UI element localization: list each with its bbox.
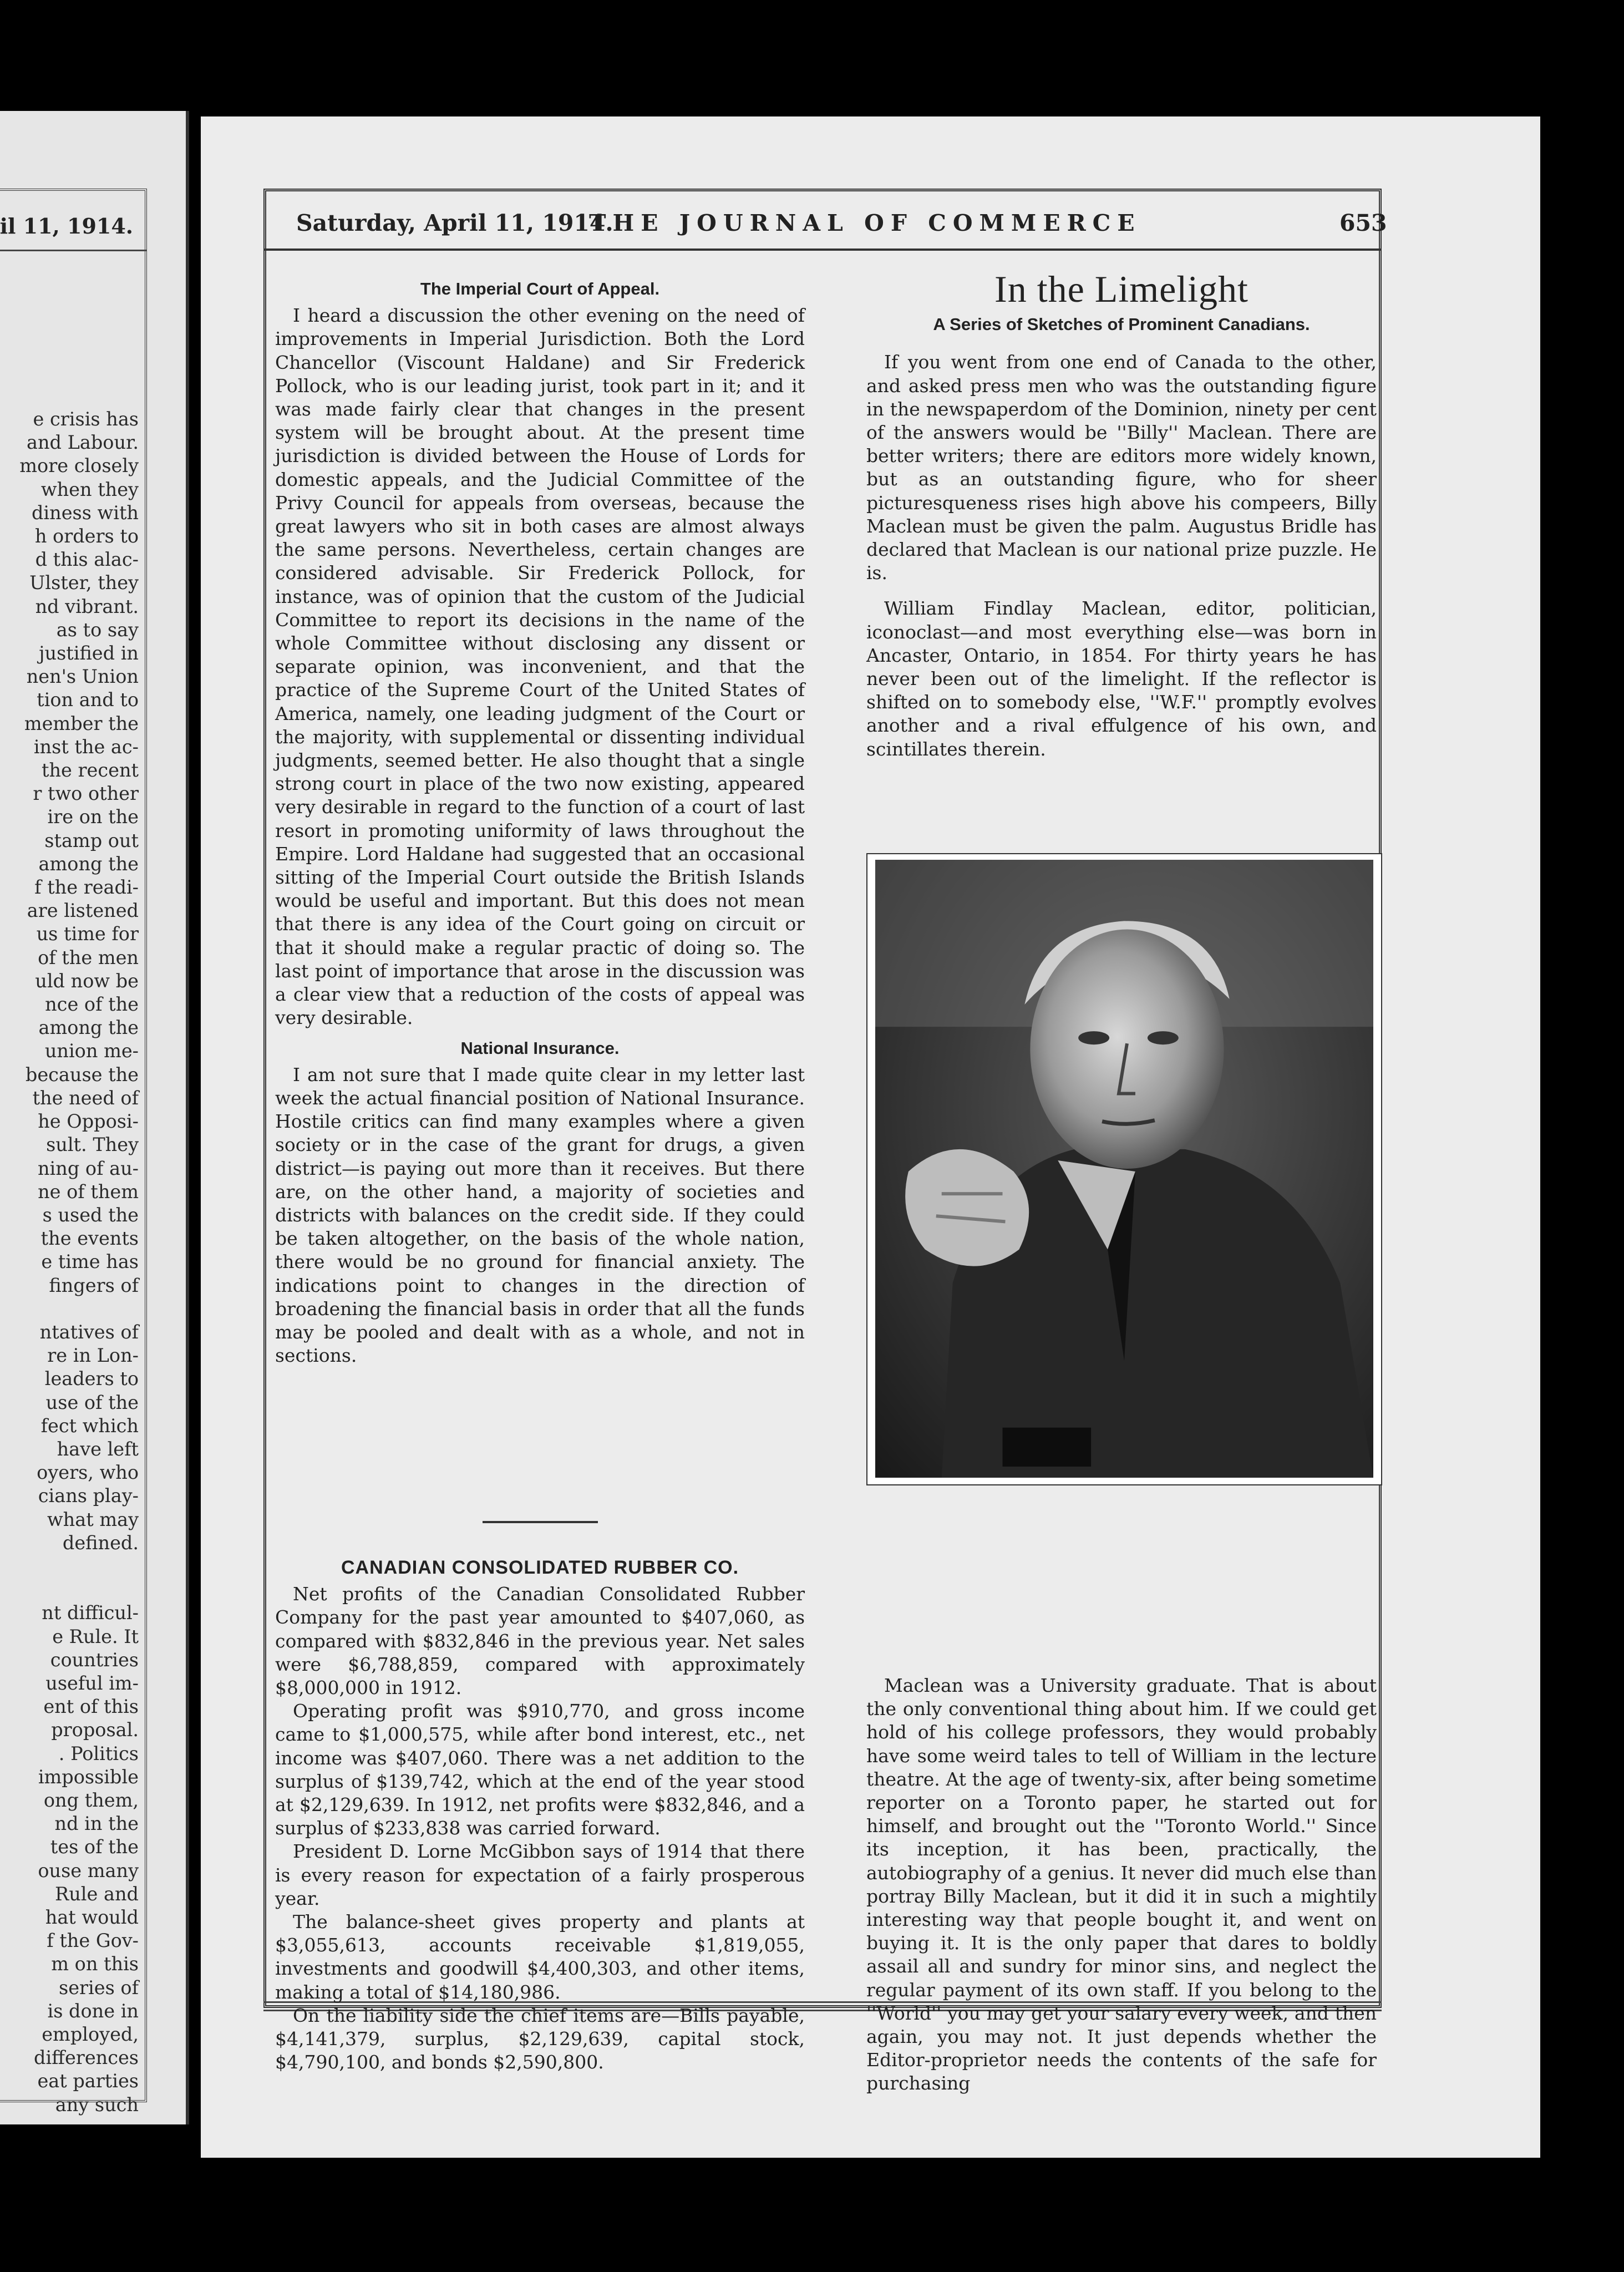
portrait-image [875,860,1373,1478]
limelight-title: In the Limelight [994,268,1249,310]
rubber-paragraph: On the liability side the chief items are—Bills payable, $4,141,379, surplus, $2,129,639, capital stock, $4,790,100, and bonds $2,590,800. [275,2004,805,2073]
rubber-paragraph: The balance-sheet gives property and plants at $3,055,613, accounts receivable $1,819,055, investments and goodwill $4,400,303, and other items, making a total of $14,180,986. [275,1911,805,2003]
limelight-paragraph: William Findlay Maclean, editor, politician, iconoclast—and most everything else—was born in Ancaster, Ontario, in 1854. For thirty years he has never been out of the limelight. If the reflector is shifted on to somebody else, ''W.F.'' promptly evolves another and a rival effulgence of his own, and scintillates therein. [866,597,1377,760]
national-insurance-heading: National Insurance. [460,1038,620,1058]
imperial-court-text: I heard a discussion the other evening on the need of improvements in Imperial Jurisdiction. Both the Lord Chancellor (Viscount Haldane) and Sir Frederick Pollock, who is our leading jurist, took part in it; and it was made fairly clear that changes in the present system will be brought about. At the present time jurisdiction is divided between the House of Lords for domestic appeals, and the Judicial Committee of the Privy Council for appeals from overseas, because the great lawyers who sit in both cases are almost always the same persons. Nevertheless, certain changes are considered advisable. Sir Frederick Pollock, for instance, was of opinion that the custom of the Judicial Committee to report its decisions in the name of the whole Committee without disclosing any dissent or separate opinion, was inconvenient, and that the practice of the Supreme Court of the United States of America, namely, one leading judgment of the Court or the majority, with supplemental or dissenting individual judgments, seemed better. He also thought that a single strong court in place of the two now existing, appeared very desirable in regard to the function of a court of last resort in promoting uniformity of laws throughout the Empire. Lord Haldane had suggested that an occasional sitting of the Imperial Court outside the British Islands would be useful and important. But this does not mean that there is any idea of the Court going on circuit or that it should make a regular practic of doing so. The last point of importance that arose in the discussion was a clear view that a reduction of the costs of appeal was very desirable. [275,305,805,1029]
previous-page-date: il 11, 1914. [0,214,133,239]
rubber-paragraph: President D. Lorne McGibbon says of 1914 that there is every reason for expectation of a fairly prosperous year. [275,1840,805,1909]
journal-page [201,116,1540,2158]
header-rule [263,248,1382,251]
previous-page-edge [0,111,189,2124]
previous-page-header-rule [0,250,147,251]
left-column [275,277,805,1367]
limelight-continuation [866,1674,1377,2096]
page-number: 653 [1339,210,1387,236]
rubber-paragraph: Operating profit was $910,770, and gross income came to $1,000,575, while after bond interest, etc., net income was $407,060. There was a net addition to the surplus of $139,742, which at the end of the year stood at $2,129,639. In 1912, net profits were $832,846, and a surplus of $233,838 was carried forward. [275,1700,805,1839]
rubber-article [275,1556,805,2074]
limelight-subtitle: A Series of Sketches of Prominent Canadians. [933,315,1310,334]
section-divider [483,1521,598,1523]
portrait-photo [866,853,1382,1485]
limelight-paragraph: If you went from one end of Canada to the other, and asked press men who was the outstanding figure in the newspaperdom of the Dominion, ninety per cent of the answers would be ''Billy'' Maclean. There are better writers; there are editors more widely known, but as an outstanding figure, who for sheer picturesqueness rises high above his compeers, Billy Maclean must be given the palm. Augustus Bridle has declared that Maclean is our national prize puzzle. He is. [866,351,1377,584]
publication-title: THE JOURNAL OF COMMERCE [589,210,1141,236]
national-insurance-text: I am not sure that I made quite clear in my letter last week the actual financial position of National Insurance. Hostile critics can find many examples where a given society or in the case of the grant for drugs, a given district—is paying out more than it receives. But there are, on the other hand, a majority of societies and districts with balances on the credit side. If they could be taken altogether, on the basis of the whole nation, there would be no ground for financial anxiety. The indications point to changes in the direction of broadening the financial basis in order that all the funds may be pooled and dealt with as a whole, and not in sections. [275,1063,805,1367]
right-column [866,268,1377,773]
header-date: Saturday, April 11, 1914. [296,210,613,236]
imperial-court-heading: The Imperial Court of Appeal. [420,279,660,298]
rubber-paragraph: Net profits of the Canadian Consolidated Rubber Company for the past year amounted to $407,060, as compared with $832,846 in the previous year. Net sales were $6,788,859, compared with approximately $8,000,000 in 1912. [275,1583,805,1699]
limelight-continuation-text: Maclean was a University graduate. That is about the only conventional thing about him. If we could get hold of his college professors, they would probably have some weird tales to tell of William in the lecture theatre. At the age of twenty-six, after being sometime reporter on a Toronto paper, he started out for himself, and brought out the ''Toronto World.'' Since its inception, it has been, practically, the autobiography of a genius. It never did much else than portray Billy Maclean, but it did it in such a mightily interesting way that people bought it, and went on buying it. It is the only paper that dares to boldly assail all and sundry for minor sins, and neglect the regular payment of its own staff. If you belong to the ''World'' you may get your salary every week, and then again, you may not. It just depends whether the Editor-proprietor needs the contents of the safe for purchasing [866,1675,1377,2094]
rubber-heading: CANADIAN CONSOLIDATED RUBBER CO. [341,1557,739,1578]
previous-page-text: e crisis has and Labour. more closely when they diness with h orders to d this alac- Ulster, they nd vibrant. as to say justified in nen's Union tion and to member the inst the ac- the recent r two other ire on the stamp out among the f the readi- are listened us time for of the men uld now be nce of the among the union me- because the the need of he Opposi- sult. They ning of au- ne of them s used the the events e time has fingers of ntatives of re in Lon- leaders to use of the fect which have left oyers, who cians play- what may defined. nt difficul- e Rule. It countries useful im- ent of this proposal. . Politics impossible ong them, nd in the tes of the ouse many Rule and hat would f the Gov- m on this series of is done in employed, differences eat parties any such [19,408,139,2116]
